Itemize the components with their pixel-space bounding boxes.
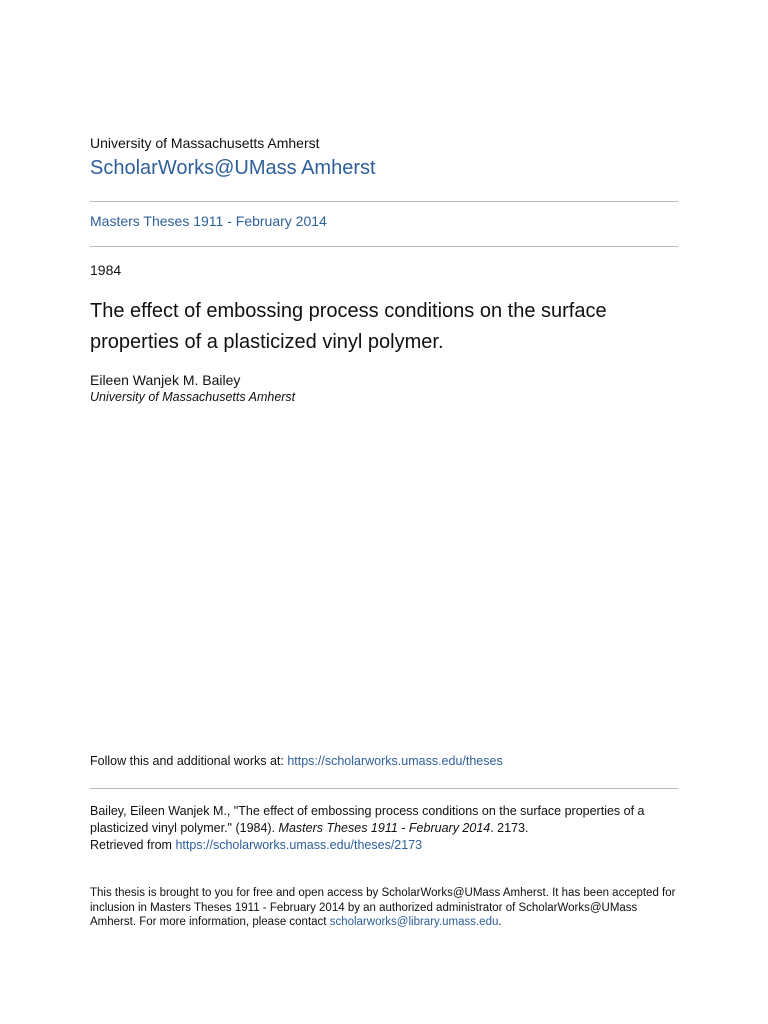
citation-retrieved [90, 837, 678, 854]
citation-number: . 2173. [490, 821, 529, 835]
author-affiliation: University of Massachusetts Amherst [90, 390, 296, 404]
divider-bottom [90, 788, 678, 789]
citation-line-2 [90, 820, 678, 837]
notice-line-3 [90, 915, 678, 930]
divider-middle [90, 246, 678, 247]
notice-line-3-text: Amherst. For more information, please contact [90, 916, 330, 928]
collection-link[interactable]: Masters Theses 1911 - February 2014 [90, 213, 327, 229]
retrieved-label: Retrieved from [90, 838, 176, 852]
follow-label: Follow this and additional works at: [90, 754, 288, 768]
retrieved-link[interactable]: https://scholarworks.umass.edu/theses/2173 [175, 838, 423, 852]
author-name: Eileen Wanjek M. Bailey [90, 372, 241, 388]
divider-top [90, 201, 678, 202]
access-notice [90, 886, 678, 930]
notice-line-1: This thesis is brought to you for free and open access by ScholarWorks@UMass Amherst. It has been accepted for [90, 887, 676, 899]
follow-line [90, 754, 503, 768]
follow-link[interactable]: https://scholarworks.umass.edu/theses [287, 754, 503, 768]
contact-email-link[interactable]: scholarworks@library.umass.edu [329, 916, 499, 928]
citation-line-1: Bailey, Eileen Wanjek M., "The effect of embossing process conditions on the surface properties of a [90, 804, 645, 818]
citation-block [90, 803, 678, 854]
citation-line-2-text: plasticized vinyl polymer." (1984). [90, 821, 279, 835]
notice-line-2: inclusion in Masters Theses 1911 - February 2014 by an authorized administrator of ScholarWorks@UMass [90, 901, 638, 914]
publication-year: 1984 [90, 262, 122, 278]
citation-series: Masters Theses 1911 - February 2014 [278, 821, 491, 835]
thesis-title: The effect of embossing process conditions on the surface properties of a plasticized vinyl polymer. [90, 300, 607, 353]
notice-line-3-end: . [498, 916, 502, 928]
repository-link[interactable]: ScholarWorks@UMass Amherst [90, 157, 376, 179]
cover-page [90, 0, 678, 1024]
university-name: University of Massachusetts Amherst [90, 135, 320, 151]
